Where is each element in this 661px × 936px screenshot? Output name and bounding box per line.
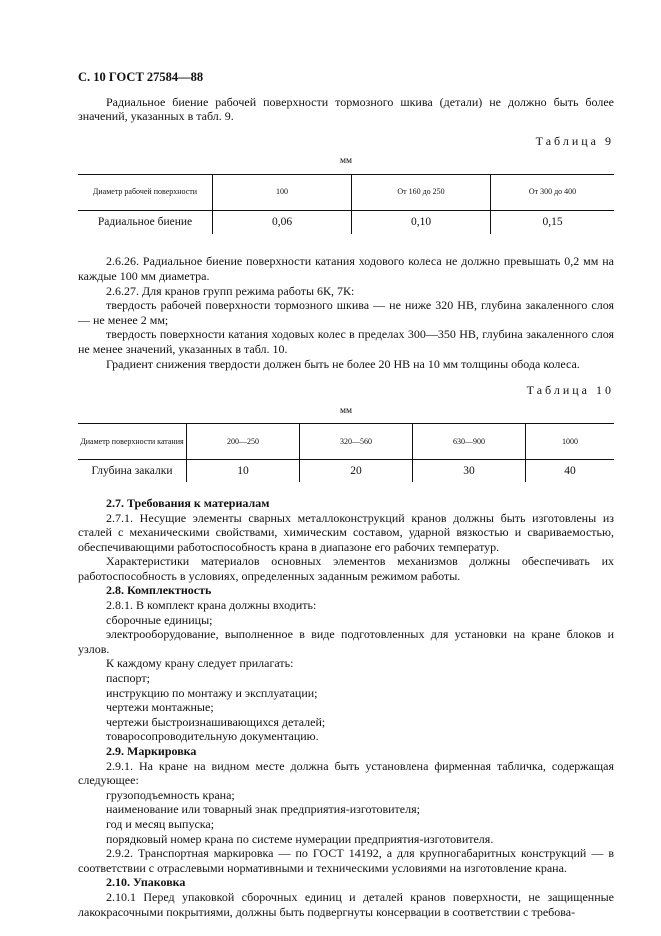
table9-data-row: [78, 210, 614, 234]
list-item: чертежи монтажные;: [106, 700, 214, 715]
table10-cell: 10: [187, 460, 300, 482]
table10-unit: мм: [339, 405, 353, 416]
table9-cell: 0,06: [213, 210, 352, 234]
paragraph-2-9-1: 2.9.1. На кране на видном месте должна быть установлена фирменная табличка, содержащая следующее:: [78, 758, 614, 788]
table10-cell: 20: [300, 460, 413, 482]
list-item: год и месяц выпуска;: [106, 816, 215, 831]
paragraph-intro: Радиальное биение рабочей поверхности тормозного шкива (детали) не должно быть более значений, указанных в табл. 9.: [78, 94, 614, 124]
list-item: паспорт;: [106, 671, 150, 686]
table9-cell: 0,10: [352, 210, 491, 234]
table10-cell: 30: [413, 460, 526, 482]
paragraph-2-9-2: 2.9.2. Транспортная маркировка — по ГОСТ 14192, а для крупногабаритных конструкций — в соответствии с отраслевыми нормативными и техническими условиями на изготовление крана.: [78, 846, 614, 875]
table10-header-cell: 200—250: [187, 424, 300, 460]
list-item: сборочные единицы;: [106, 612, 213, 627]
document-page: [78, 70, 614, 919]
section-heading-2-7: 2.7. Требования к материалам: [106, 495, 270, 510]
table9: [78, 174, 614, 235]
paragraph-materials: Характеристики материалов основных элементов механизмов должны обеспечивать их работоспособность в условиях, определенных заданным режимом работы.: [78, 554, 614, 583]
table10-title: Таблица 10: [526, 383, 614, 398]
paragraph-2-10-1: 2.10.1 Перед упаковкой сборочных единиц и деталей кранов поверхности, не защищенные лакокрасочными покрытиями, должны быть подвергнуты консервации в соответствии с требова-: [78, 889, 614, 919]
table10-header-cell: 320—560: [300, 424, 413, 460]
section-heading-2-9: 2.9. Маркировка: [106, 744, 197, 758]
table10-data-row: [78, 460, 614, 482]
paragraph-attach: К каждому крану следует прилагать:: [106, 656, 294, 671]
table10-cell: 40: [526, 460, 615, 482]
table10-header-cell: Диаметр поверхности катания: [78, 424, 187, 460]
table9-cell: 0,15: [491, 210, 615, 234]
table10-header-row: [78, 424, 614, 460]
paragraph-gradient: Градиент снижения твердости должен быть не более 20 НВ на 10 мм толщины обода колеса.: [106, 356, 580, 371]
paragraph-hardness-1: твердость рабочей поверхности тормозного шкива — не ниже 320 НВ, глубина закаленного слоя — не менее 2 мм;: [78, 298, 614, 327]
table9-header-row: [78, 174, 614, 210]
list-item: грузоподъемность крана;: [106, 787, 235, 802]
table10: [78, 423, 614, 482]
paragraph-hardness-2: твердость поверхности катания ходовых колес в пределах 300—350 НВ, глубина закаленного слоя не менее значений, указанных в табл. 10.: [78, 327, 614, 357]
list-item: электрооборудование, выполненное в виде подготовленных для установки на кране блоков и узлов.: [78, 627, 614, 656]
table9-title: Таблица 9: [535, 133, 614, 148]
list-item: чертежи быстроизнашивающихся деталей;: [106, 714, 326, 729]
table9-row-label: Радиальное биение: [97, 216, 193, 229]
table9-header-cell: От 160 до 250: [352, 174, 491, 210]
list-item: порядковый номер крана по системе нумерации предприятия-изготовителя.: [106, 831, 494, 846]
paragraph-2-7-1: 2.7.1. Несущие элементы сварных металлоконструкций кранов должны быть изготовлены из сталей с механическими свойствами, химическим составом, ударной вязкостью и свариваемостью, обеспечивающими работоспособность крана в диапазоне его рабочих температур.: [78, 510, 614, 554]
list-item: наименование или товарный знак предприятия-изготовителя;: [106, 802, 420, 817]
list-item: инструкцию по монтажу и эксплуатации;: [106, 685, 318, 700]
table10-header-cell: 630—900: [413, 424, 526, 460]
table10-header-cell: 1000: [526, 424, 615, 460]
section-heading-2-8: 2.8. Комплектность: [106, 583, 212, 598]
paragraph-2-6-27: 2.6.27. Для кранов групп режима работы 6К, 7К:: [106, 283, 355, 298]
table9-header-cell: 100: [213, 174, 352, 210]
table10-row-label: Глубина закалки: [91, 464, 173, 477]
table9-header-cell: Диаметр рабочей поверхности: [78, 174, 213, 210]
list-item: товаросопроводительную документацию.: [106, 729, 319, 744]
page-header: С. 10 ГОСТ 27584—88: [78, 70, 204, 84]
paragraph-2-6-26: 2.6.26. Радиальное биение поверхности катания ходового колеса не должно превышать 0,2 мм на каждые 100 мм диаметра.: [78, 254, 614, 284]
section-heading-2-10: 2.10. Упаковка: [106, 875, 186, 890]
paragraph-2-8-1: 2.8.1. В комплект крана должны входить:: [106, 598, 317, 613]
table9-header-cell: От 300 до 400: [491, 174, 615, 210]
table9-unit: мм: [339, 156, 353, 167]
